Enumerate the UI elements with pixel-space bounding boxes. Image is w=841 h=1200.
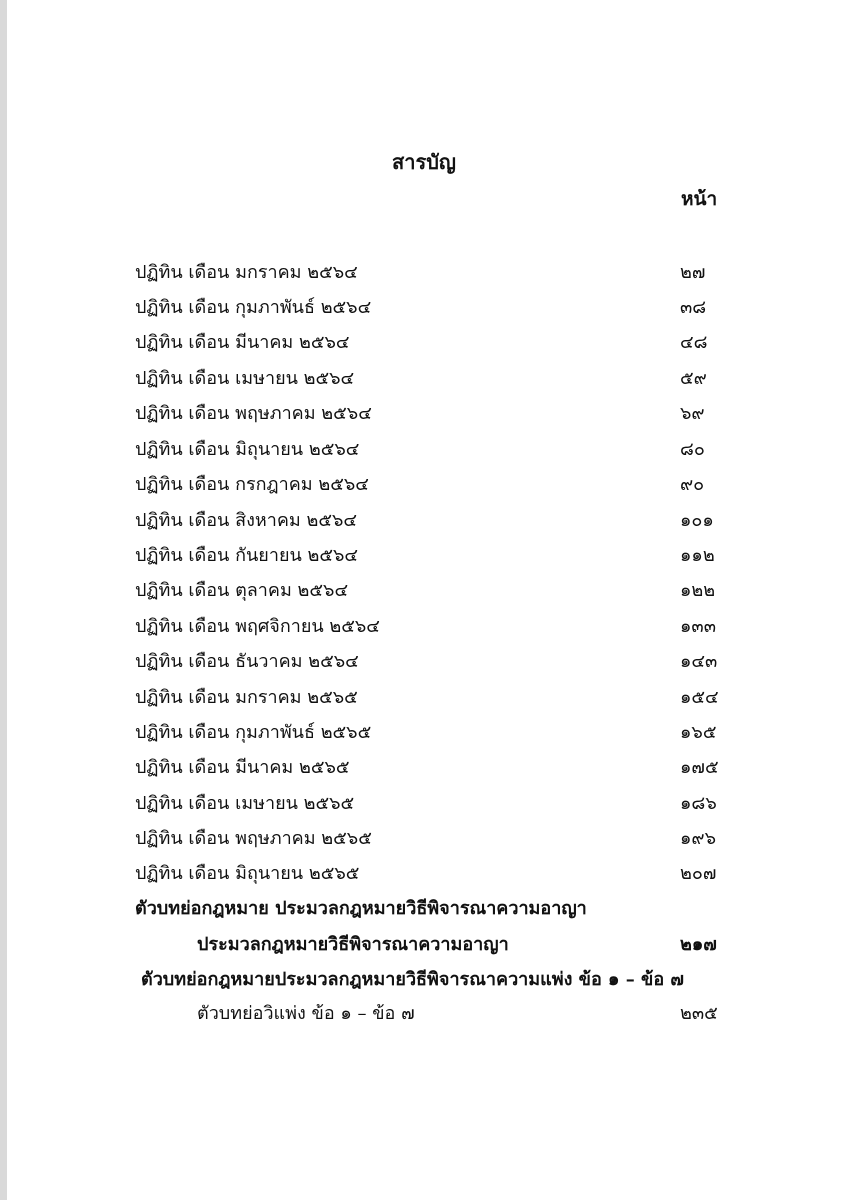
page-title: สารบัญ <box>392 150 456 174</box>
toc-entry-page: ๑๗๕ <box>680 757 719 778</box>
section-page-criminal: ๒๑๗ <box>680 934 717 955</box>
toc-entry-page: ๑๓๓ <box>680 616 717 637</box>
toc-entry <box>7 363 841 393</box>
toc-entry-label: ปฏิทิน เดือน มกราคม ๒๕๖๔ <box>135 262 358 283</box>
section-heading-criminal: ตัวบทย่อกฎหมาย ประมวลกฎหมายวิธีพิจารณาความอาญา <box>135 898 587 919</box>
toc-entry-page: ๑๐๑ <box>680 510 714 531</box>
section-sub-label-civil: ตัวบทย่อวิแพ่ง ข้อ ๑ – ข้อ ๗ <box>197 1003 415 1024</box>
toc-entry <box>7 575 841 605</box>
toc-entry <box>7 717 841 747</box>
toc-entry-page: ๓๘ <box>680 297 707 318</box>
toc-entry-page: ๑๘๖ <box>680 793 717 814</box>
toc-entry-label: ปฏิทิน เดือน มิถุนายน ๒๕๖๕ <box>135 863 360 884</box>
toc-entry <box>7 823 841 853</box>
toc-entry-page: ๑๒๒ <box>680 580 716 601</box>
section-heading-civil: ตัวบทย่อกฎหมายประมวลกฎหมายวิธีพิจารณาความแพ่ง ข้อ ๑ – ข้อ ๗ <box>141 969 684 990</box>
toc-entry-label: ปฏิทิน เดือน พฤศจิกายน ๒๕๖๔ <box>135 616 380 637</box>
toc-entry-label: ปฏิทิน เดือน กุมภาพันธ์ ๒๕๖๔ <box>135 297 372 318</box>
toc-entry <box>7 327 841 357</box>
toc-entry <box>7 611 841 641</box>
toc-entry-label: ปฏิทิน เดือน ธันวาคม ๒๕๖๔ <box>135 651 359 672</box>
toc-entry-page: ๘๐ <box>680 439 705 460</box>
toc-entry-label: ปฏิทิน เดือน เมษายน ๒๕๖๔ <box>135 368 355 389</box>
toc-entry-label: ปฏิทิน เดือน กรกฎาคม ๒๕๖๔ <box>135 474 369 495</box>
toc-entry-page: ๒๗ <box>680 262 706 283</box>
toc-entry-label: ปฏิทิน เดือน สิงหาคม ๒๕๖๔ <box>135 510 357 531</box>
toc-entry <box>7 858 841 888</box>
toc-entry <box>7 540 841 570</box>
page-column-header: หน้า <box>681 188 718 210</box>
toc-entry-page: ๔๘ <box>680 332 708 353</box>
toc-entry-label: ปฏิทิน เดือน เมษายน ๒๕๖๕ <box>135 793 355 814</box>
toc-entry-page: ๕๙ <box>680 368 707 389</box>
toc-entry-label: ปฏิทิน เดือน มีนาคม ๒๕๖๕ <box>135 757 350 778</box>
toc-entry-label: ปฏิทิน เดือน กุมภาพันธ์ ๒๕๖๕ <box>135 722 372 743</box>
toc-entry <box>7 292 841 322</box>
toc-entry <box>7 257 841 287</box>
section-sub-label-criminal: ประมวลกฎหมายวิธีพิจารณาความอาญา <box>197 934 509 955</box>
toc-entry <box>7 398 841 428</box>
toc-entry-page: ๙๐ <box>680 474 705 495</box>
toc-entry-page: ๒๐๗ <box>680 863 717 884</box>
toc-entry-label: ปฏิทิน เดือน พฤษภาคม ๒๕๖๕ <box>135 828 372 849</box>
toc-entry-label: ปฏิทิน เดือน กันยายน ๒๕๖๔ <box>135 545 359 566</box>
section-page-civil: ๒๓๕ <box>680 1003 718 1024</box>
document-page <box>7 0 841 1200</box>
toc-entry <box>7 752 841 782</box>
toc-entry <box>7 505 841 535</box>
toc-entry <box>7 469 841 499</box>
toc-entry <box>7 788 841 818</box>
toc-entry <box>7 434 841 464</box>
toc-entry-page: ๑๙๖ <box>680 828 717 849</box>
toc-entry <box>7 646 841 676</box>
toc-entry-label: ปฏิทิน เดือน พฤษภาคม ๒๕๖๔ <box>135 403 372 424</box>
toc-entry-label: ปฏิทิน เดือน มกราคม ๒๕๖๕ <box>135 687 358 708</box>
toc-entry-label: ปฏิทิน เดือน มีนาคม ๒๕๖๔ <box>135 332 350 353</box>
toc-entry-page: ๑๖๕ <box>680 722 717 743</box>
toc-entry <box>7 682 841 712</box>
toc-entry-page: ๑๔๓ <box>680 651 718 672</box>
toc-entry-label: ปฏิทิน เดือน มิถุนายน ๒๕๖๔ <box>135 439 360 460</box>
toc-entry-page: ๑๕๔ <box>680 687 719 708</box>
toc-entry-page: ๑๑๒ <box>680 545 715 566</box>
toc-entry-page: ๖๙ <box>680 403 705 424</box>
toc-entry-label: ปฏิทิน เดือน ตุลาคม ๒๕๖๔ <box>135 580 349 601</box>
